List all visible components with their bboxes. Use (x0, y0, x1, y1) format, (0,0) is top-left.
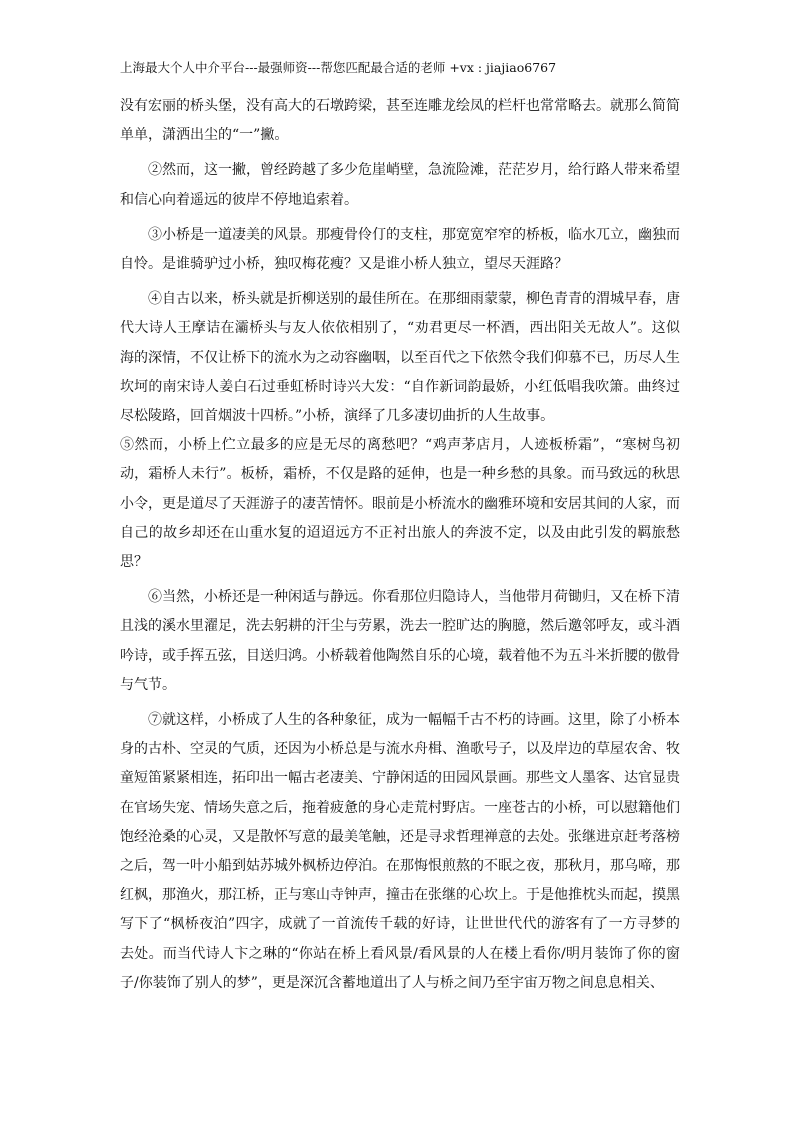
paragraph-1: 没有宏丽的桥头堡，没有高大的石墩跨梁，甚至连雕龙绘凤的栏杆也常常略去。就那么简简单单，潇洒出尘的“一”撇。 (120, 98, 680, 144)
paragraph-2: ②然而，这一撇，曾经跨越了多少危崖峭壁，急流险滩，茫茫岁月，给行路人带来希望和信心向着遥远的彼岸不停地追索着。 (120, 162, 680, 208)
paragraph-6: ⑥当然，小桥还是一种闲适与静远。你看那位归隐诗人，当他带月荷锄归，又在桥下清且浅的溪水里濯足，洗去躬耕的汗尘与劳累，洗去一腔旷达的胸臆，然后邀邻呼友，或斗酒吟诗，或手挥五弦，目送归鸿。小桥载着他陶然自乐的心境，载着他不为五斗米折腰的傲骨与气节。 (120, 589, 680, 693)
page-header: 上海最大个人中介平台---最强师资---帮您匹配最合适的老师 +vx : jiajiao6767 (120, 60, 557, 75)
article-body (120, 92, 680, 998)
paragraph-7: ⑦就这样，小桥成了人生的各种象征，成为一幅幅千古不朽的诗画。这里，除了小桥本身的古朴、空灵的气质，还因为小桥总是与流水舟楫、渔歌号子，以及岸边的草屋农舍、牧童短笛紧紧相连，拓印出一幅古老凄美、宁静闲适的田园风景画。那些文人墨客、达官显贵在官场失宠、情场失意之后，拖着疲惫的身心走荒村野店。一座苍古的小桥，可以慰籍他们饱经沧桑的心灵，又是散怀写意的最美笔触，还是寻求哲理禅意的去处。张继进京赶考落榜之后，驾一叶小船到姑苏城外枫桥边停泊。在那悔恨煎熬的不眠之夜，那秋月，那乌啼，那红枫，那渔火，那江桥，正与寒山寺钟声，撞击在张继的心坎上。于是他推枕头而起，摸黑写下了“枫桥夜泊”四字，成就了一首流传千载的好诗，让世世代代的游客有了一方寻梦的去处。而当代诗人卞之琳的“你站在桥上看风景/看风景的人在楼上看你/明月装饰了你的窗子/你装饰了别人的梦”，更是深沉含蓄地道出了人与桥之间乃至宇宙万物之间息息相关、 (120, 712, 680, 991)
paragraph-5: ⑤然而，小桥上伫立最多的应是无尽的离愁吧？“鸡声茅店月，人迹板桥霜”，“寒树鸟初动，霜桥人未行”。板桥，霜桥，不仅是路的延伸，也是一种乡愁的具象。而马致远的秋思小令，更是道尽了天涯游子的凄苦情怀。眼前是小桥流水的幽雅环境和安居其间的人家，而自己的故乡却还在山重水复的迢迢远方不正衬出旅人的奔波不定，以及由此引发的羁旅愁思？ (120, 437, 680, 571)
paragraph-3: ③小桥是一道凄美的风景。那瘦骨伶仃的支柱，那宽宽窄窄的桥板，临水兀立，幽独而自怜。是谁骑驴过小桥，独叹梅花瘦？又是谁小桥人独立，望尽天涯路？ (120, 226, 680, 273)
paragraph-4: ④自古以来，桥头就是折柳送别的最佳所在。在那细雨蒙蒙，柳色青青的渭城早春，唐代大诗人王摩诘在灞桥头与友人依依相别了，“劝君更尽一杯酒，西出阳关无故人”。这似海的深情，不仅让桥下的流水为之动容幽咽，以至百代之下依然令我们仰慕不已，历尽人生坎坷的南宋诗人姜白石过垂虹桥时诗兴大发：“自作新词韵最娇，小红低唱我吹箫。曲终过尽松陵路，回首烟波十四桥。”小桥，演绎了几多凄切曲折的人生故事。 (120, 291, 680, 425)
